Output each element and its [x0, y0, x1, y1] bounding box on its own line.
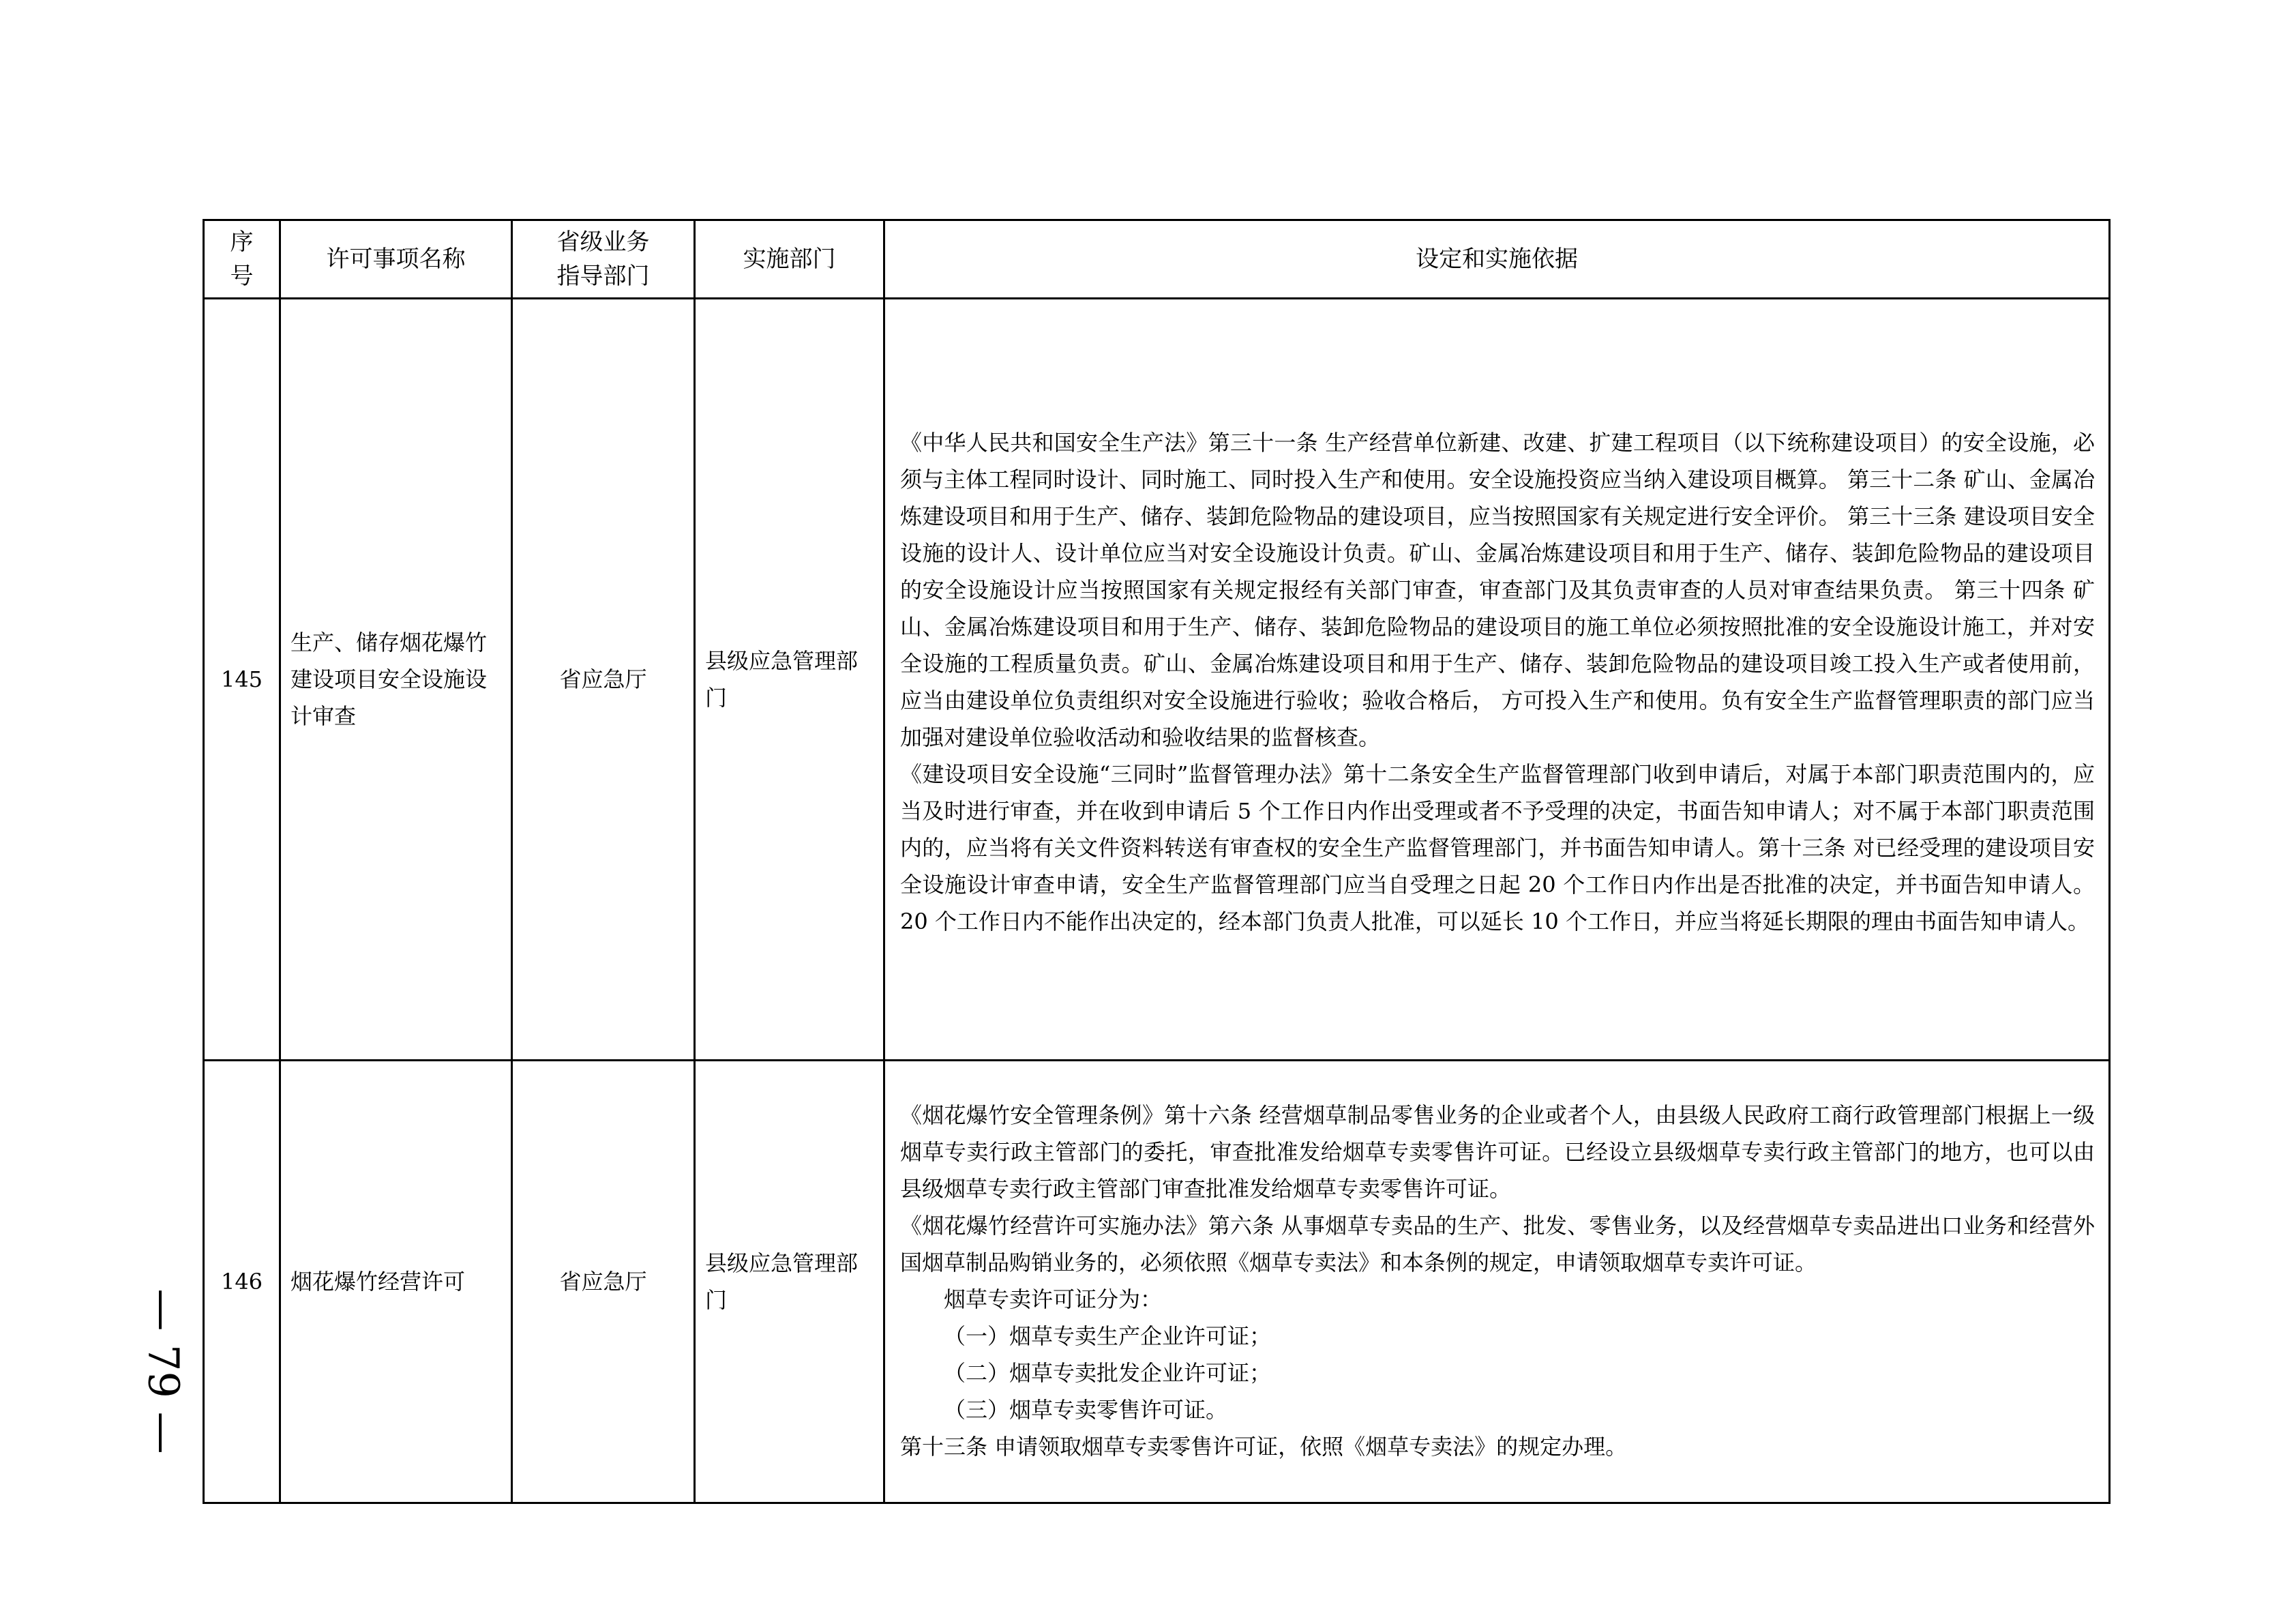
basis-list-item: （一）烟草专卖生产企业许可证； — [944, 1323, 1272, 1349]
basis-paragraph: 《建设项目安全设施“三同时”监督管理办法》第十二条安全生产监督管理部门收到申请后，对属于本部门职责范围内的，应当及时进行审查，并在收到申请后 5 个工作日内作出受理或者不予受理的决定，书面告知申请人；对不属于本部门职责范围内的，应当将有关文件资料转送有审查权的安全生产监督管理部门，并书面告知申请人。第十三条 对已经受理的建设项目安全设施设计审查申请，安全生产监督管理部门应当自受理之日起 20 个工作日内作出是否批准的决定，并书面告知申请人。20 个工作日内不能作出决定的，经本部门负责人批准，可以延长 10 个工作日，并应当将延长期限的理由书面告知申请人。 — [900, 761, 2095, 934]
implementing-department: 县级应急管理部门 — [695, 299, 884, 1061]
implementing-department: 县级应急管理部门 — [695, 1061, 884, 1503]
basis-paragraph: 《中华人民共和国安全生产法》第三十一条 生产经营单位新建、改建、扩建工程项目（以下统称建设项目）的安全设施，必须与主体工程同时设计、同时施工、同时投入生产和使用。安全设施投资应当纳入建设项目概算。 第三十二条 矿山、金属冶炼建设项目和用于生产、储存、装卸危险物品的建设项目，应当按照国家有关规定进行安全评价。 第三十三条 建设项目安全设施的设计人、设计单位应当对安全设施设计负责。矿山、金属冶炼建设项目和用于生产、储存、装卸危险物品的建设项目的安全设施设计应当按照国家有关规定报经有关部门审查，审查部门及其负责审查的人员对审查结果负责。 第三十四条 矿山、金属冶炼建设项目和用于生产、储存、装卸危险物品的建设项目的施工单位必须按照批准的安全设施设计施工，并对安全设施的工程质量负责。矿山、金属冶炼建设项目和用于生产、储存、装卸危险物品的建设项目竣工投入生产或者使用前，应当由建设单位负责组织对安全设施进行验收；验收合格后， 方可投入生产和使用。负有安全生产监督管理职责的部门应当加强对建设单位验收活动和验收结果的监督核查。 — [900, 430, 2095, 750]
header-guide: 省级业务指导部门 — [512, 220, 695, 299]
permit-name: 烟花爆竹经营许可 — [280, 1061, 512, 1503]
header-name: 许可事项名称 — [280, 220, 512, 299]
guide-department: 省应急厅 — [512, 299, 695, 1061]
header-basis: 设定和实施依据 — [884, 220, 2110, 299]
basis-paragraph: 《烟花爆竹安全管理条例》第十六条 经营烟草制品零售业务的企业或者个人，由县级人民政府工商行政管理部门根据上一级烟草专卖行政主管部门的委托，审查批准发给烟草专卖零售许可证。已经设立县级烟草专卖行政主管部门的地方，也可以由县级烟草专卖行政主管部门审查批准发给烟草专卖零售许可证。 — [900, 1102, 2095, 1202]
basis-paragraph: 《烟花爆竹经营许可实施办法》第六条 从事烟草专卖品的生产、批发、零售业务，以及经营烟草专卖品进出口业务和经营外国烟草制品购销业务的，必须依照《烟草专卖法》和本条例的规定，申请领取烟草专卖许可证。 — [900, 1213, 2095, 1275]
page-number-text: — 79 — — [138, 1288, 189, 1454]
row-number: 146 — [204, 1061, 280, 1503]
table-row — [204, 1061, 2110, 1503]
legal-basis — [884, 299, 2110, 1061]
page-number — [123, 1269, 205, 1473]
guide-department: 省应急厅 — [512, 1061, 695, 1503]
permit-name: 生产、储存烟花爆竹建设项目安全设施设计审查 — [280, 299, 512, 1061]
legal-basis — [884, 1061, 2110, 1503]
basis-list-item: （三）烟草专卖零售许可证。 — [944, 1397, 1228, 1423]
header-dept: 实施部门 — [695, 220, 884, 299]
table-header-row — [204, 220, 2110, 299]
basis-paragraph: 烟草专卖许可证分为： — [944, 1286, 1163, 1312]
table-row — [204, 299, 2110, 1061]
basis-list-item: （二）烟草专卖批发企业许可证； — [944, 1360, 1272, 1386]
row-number: 145 — [204, 299, 280, 1061]
basis-paragraph: 第十三条 申请领取烟草专卖零售许可证，依照《烟草专卖法》的规定办理。 — [900, 1434, 1628, 1460]
permit-table — [203, 219, 2111, 1504]
header-no: 序号 — [204, 220, 280, 299]
